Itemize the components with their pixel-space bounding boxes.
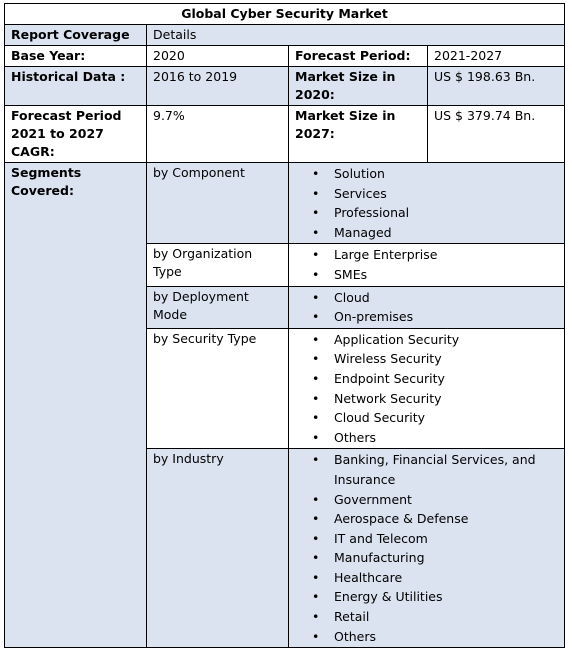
list-item: • Application Security bbox=[289, 330, 558, 350]
market-size-2020-label: Market Size in 2020: bbox=[289, 67, 428, 106]
list-item: • Network Security bbox=[289, 389, 558, 409]
segment-items-cell bbox=[289, 163, 565, 244]
market-size-2020-value: US $ 198.63 Bn. bbox=[428, 67, 565, 106]
segment-group-name: by Organization Type bbox=[147, 244, 289, 286]
list-item: • Professional bbox=[289, 203, 558, 223]
segment-items-cell bbox=[289, 449, 565, 648]
list-item: • Healthcare bbox=[289, 568, 558, 588]
coverage-value: Details bbox=[147, 25, 565, 46]
list-item: • Others bbox=[289, 627, 558, 647]
segment-item-list bbox=[289, 450, 558, 646]
historical-value: 2016 to 2019 bbox=[147, 67, 289, 106]
market-size-2027-label: Market Size in 2027: bbox=[289, 106, 428, 163]
base-year-value: 2020 bbox=[147, 46, 289, 67]
market-size-2027-value: US $ 379.74 Bn. bbox=[428, 106, 565, 163]
base-year-row bbox=[5, 46, 565, 67]
list-item: • IT and Telecom bbox=[289, 529, 558, 549]
list-item: • Government bbox=[289, 490, 558, 510]
cagr-row bbox=[5, 106, 565, 163]
segment-group-name: by Component bbox=[147, 163, 289, 244]
forecast-period-label: Forecast Period: bbox=[289, 46, 428, 67]
segments-body bbox=[5, 163, 565, 648]
segment-items-cell bbox=[289, 328, 565, 449]
list-item: • On-premises bbox=[289, 307, 558, 327]
list-item: • Energy & Utilities bbox=[289, 587, 558, 607]
segment-item-list bbox=[289, 164, 558, 242]
segment-item-list bbox=[289, 330, 558, 448]
segment-group-name: by Deployment Mode bbox=[147, 286, 289, 328]
cagr-value: 9.7% bbox=[147, 106, 289, 163]
list-item: • Cloud bbox=[289, 288, 558, 308]
segment-item-list bbox=[289, 288, 558, 327]
list-item: • Managed bbox=[289, 223, 558, 243]
table-title: Global Cyber Security Market bbox=[5, 4, 565, 25]
list-item: • SMEs bbox=[289, 265, 558, 285]
segment-row bbox=[5, 163, 565, 244]
segment-group-name: by Industry bbox=[147, 449, 289, 648]
list-item: • Wireless Security bbox=[289, 349, 558, 369]
segment-items-cell bbox=[289, 244, 565, 286]
list-item: • Endpoint Security bbox=[289, 369, 558, 389]
list-item: • Banking, Financial Services, and Insurance bbox=[289, 450, 558, 489]
market-report-table bbox=[4, 3, 565, 648]
coverage-row bbox=[5, 25, 565, 46]
cagr-label: Forecast Period 2021 to 2027 CAGR: bbox=[5, 106, 147, 163]
segment-item-list bbox=[289, 245, 558, 284]
list-item: • Solution bbox=[289, 164, 558, 184]
base-year-label: Base Year: bbox=[5, 46, 147, 67]
list-item: • Manufacturing bbox=[289, 548, 558, 568]
forecast-period-value: 2021-2027 bbox=[428, 46, 565, 67]
segment-group-name: by Security Type bbox=[147, 328, 289, 449]
segments-label: Segments Covered: bbox=[5, 163, 147, 648]
coverage-label: Report Coverage bbox=[5, 25, 147, 46]
list-item: • Retail bbox=[289, 607, 558, 627]
list-item: • Large Enterprise bbox=[289, 245, 558, 265]
list-item: • Cloud Security bbox=[289, 408, 558, 428]
segment-items-cell bbox=[289, 286, 565, 328]
list-item: • Others bbox=[289, 428, 558, 448]
historical-row bbox=[5, 67, 565, 106]
historical-label: Historical Data : bbox=[5, 67, 147, 106]
list-item: • Aerospace & Defense bbox=[289, 509, 558, 529]
list-item: • Services bbox=[289, 184, 558, 204]
